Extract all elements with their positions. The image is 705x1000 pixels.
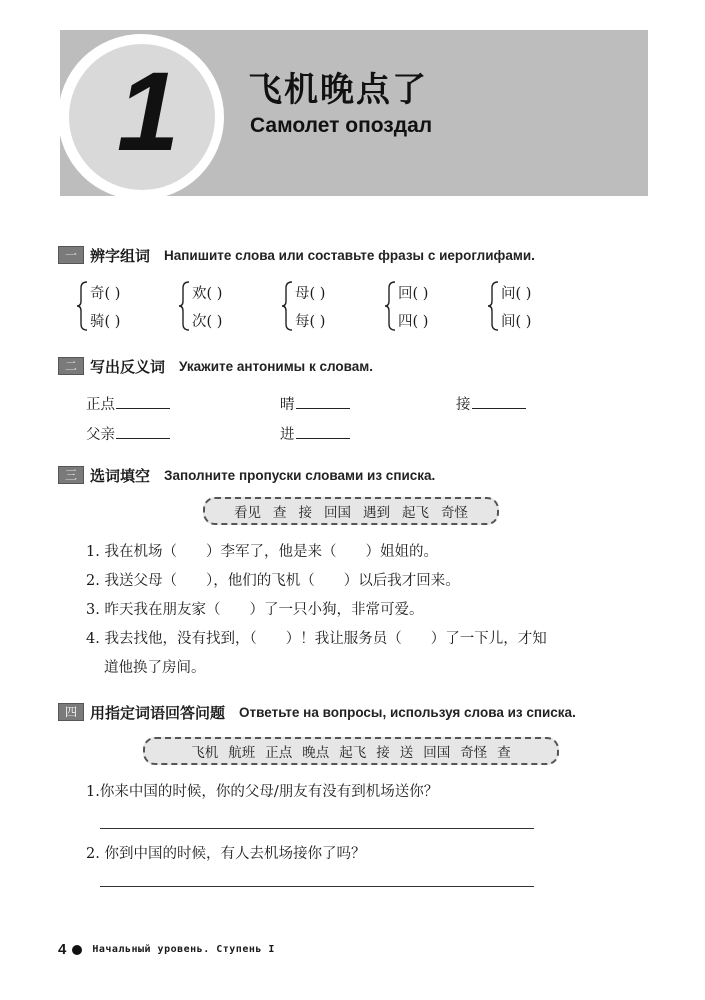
section-title-ru: Заполните пропуски словами из списка. <box>164 467 436 483</box>
section-title-ru: Укажите антонимы к словам. <box>179 358 373 374</box>
char: 奇 <box>90 286 105 302</box>
level-label: Начальный уровень. Ступень I <box>92 944 275 955</box>
section-title-cn: 写出反义词 <box>90 357 166 376</box>
char-pair-2 <box>178 280 278 332</box>
question: 1.你来中国的时候，你的父母/朋友有没有到机场送你？ <box>86 784 439 800</box>
char: 回 <box>398 286 413 302</box>
word-bank-item: 看见 <box>234 505 261 521</box>
answer-line[interactable] <box>100 828 534 829</box>
word-bank-2 <box>143 737 559 765</box>
paren-blank[interactable]: ( ) <box>104 314 121 330</box>
word-bank-item: 奇怪 <box>441 505 468 521</box>
lesson-number: 1 <box>116 49 180 174</box>
brace-icon <box>178 280 192 332</box>
word-bank-item: 查 <box>273 505 287 521</box>
char: 每 <box>295 314 310 330</box>
fill-sentence-continuation: 道他换了房间。 <box>104 660 206 676</box>
section-title-ru: Ответьте на вопросы, используя слова из списка. <box>239 704 576 720</box>
paren-blank[interactable]: ( ) <box>206 314 223 330</box>
brace-icon <box>487 280 501 332</box>
section-badge: 四 <box>58 703 84 721</box>
answer-blank[interactable] <box>472 394 526 409</box>
fill-sentence: 2. 我送父母（ ），他们的飞机（ ）以后我才回来。 <box>86 573 460 589</box>
word-bank-item: 接 <box>298 505 312 521</box>
char: 骑 <box>90 314 105 330</box>
paren-blank[interactable]: ( ) <box>104 286 121 302</box>
paren-blank[interactable]: ( ) <box>515 286 532 302</box>
answer-line[interactable] <box>100 886 534 887</box>
section-2-heading <box>58 355 373 377</box>
antonym-item: 接 <box>456 393 526 414</box>
char-pair-5 <box>487 280 587 332</box>
bullet-dot-icon <box>72 945 82 955</box>
section-4-heading <box>58 701 576 723</box>
answer-blank[interactable] <box>116 424 170 439</box>
char-pair-4 <box>384 280 484 332</box>
word-bank-item: 飞机 <box>191 745 219 761</box>
word-bank-item: 查 <box>497 745 511 761</box>
section-badge: 二 <box>58 357 84 375</box>
antonym-item: 父亲 <box>86 423 170 444</box>
brace-icon <box>281 280 295 332</box>
antonym-item: 晴 <box>280 393 350 414</box>
char: 次 <box>192 314 207 330</box>
paren-blank[interactable]: ( ) <box>206 286 223 302</box>
question: 2. 你到中国的时候，有人去机场接你了吗？ <box>86 846 366 862</box>
word-bank-item: 奇怪 <box>460 745 488 761</box>
word-bank-item: 回国 <box>423 745 451 761</box>
lesson-title-cn: 飞机晚点了 <box>248 70 428 110</box>
brace-icon <box>384 280 398 332</box>
char: 母 <box>295 286 310 302</box>
paren-blank[interactable]: ( ) <box>412 286 429 302</box>
word-bank-item: 接 <box>376 745 390 761</box>
antonym-item: 正点 <box>86 393 170 414</box>
section-title-cn: 选词填空 <box>90 466 151 485</box>
page-number: 4 <box>58 941 67 958</box>
section-badge: 三 <box>58 466 84 484</box>
answer-blank[interactable] <box>296 424 350 439</box>
section-badge: 一 <box>58 246 84 264</box>
section-title-cn: 用指定词语回答问题 <box>90 703 226 722</box>
word-bank-item: 起飞 <box>339 745 367 761</box>
word-bank-item: 晚点 <box>302 745 330 761</box>
char-pair-3 <box>281 280 381 332</box>
char: 间 <box>501 314 516 330</box>
section-title-ru: Напишите слова или составьте фразы с иероглифами. <box>164 247 535 263</box>
section-1-heading <box>58 244 535 266</box>
brace-icon <box>76 280 90 332</box>
answer-blank[interactable] <box>116 394 170 409</box>
word-bank-item: 回国 <box>324 505 351 521</box>
fill-sentence: 4. 我去找他，没有找到，（ ）！我让服务员（ ）了一下儿，才知 <box>86 631 547 647</box>
word-bank-item: 航班 <box>228 745 256 761</box>
answer-blank[interactable] <box>296 394 350 409</box>
antonym-item: 进 <box>280 423 350 444</box>
lesson-title-ru: Самолет опоздал <box>250 114 433 137</box>
word-bank-1 <box>203 497 499 525</box>
word-bank-item: 遇到 <box>363 505 390 521</box>
section-title-cn: 辨字组词 <box>90 246 151 265</box>
char-pair-1 <box>76 280 176 332</box>
fill-sentence: 3. 昨天我在朋友家（ ）了一只小狗，非常可爱。 <box>86 602 424 618</box>
paren-blank[interactable]: ( ) <box>515 314 532 330</box>
word-bank-item: 送 <box>399 745 414 761</box>
char: 问 <box>501 286 516 302</box>
word-bank-item: 正点 <box>265 745 293 761</box>
paren-blank[interactable]: ( ) <box>309 314 326 330</box>
fill-sentence: 1. 我在机场（ ）李军了，他是来（ ）姐姐的。 <box>86 544 438 560</box>
char: 四 <box>398 314 413 330</box>
page-footer <box>58 941 275 958</box>
word-bank-item: 起飞 <box>402 505 429 521</box>
paren-blank[interactable]: ( ) <box>309 286 326 302</box>
paren-blank[interactable]: ( ) <box>412 314 429 330</box>
char: 欢 <box>192 286 207 302</box>
section-3-heading <box>58 464 435 486</box>
